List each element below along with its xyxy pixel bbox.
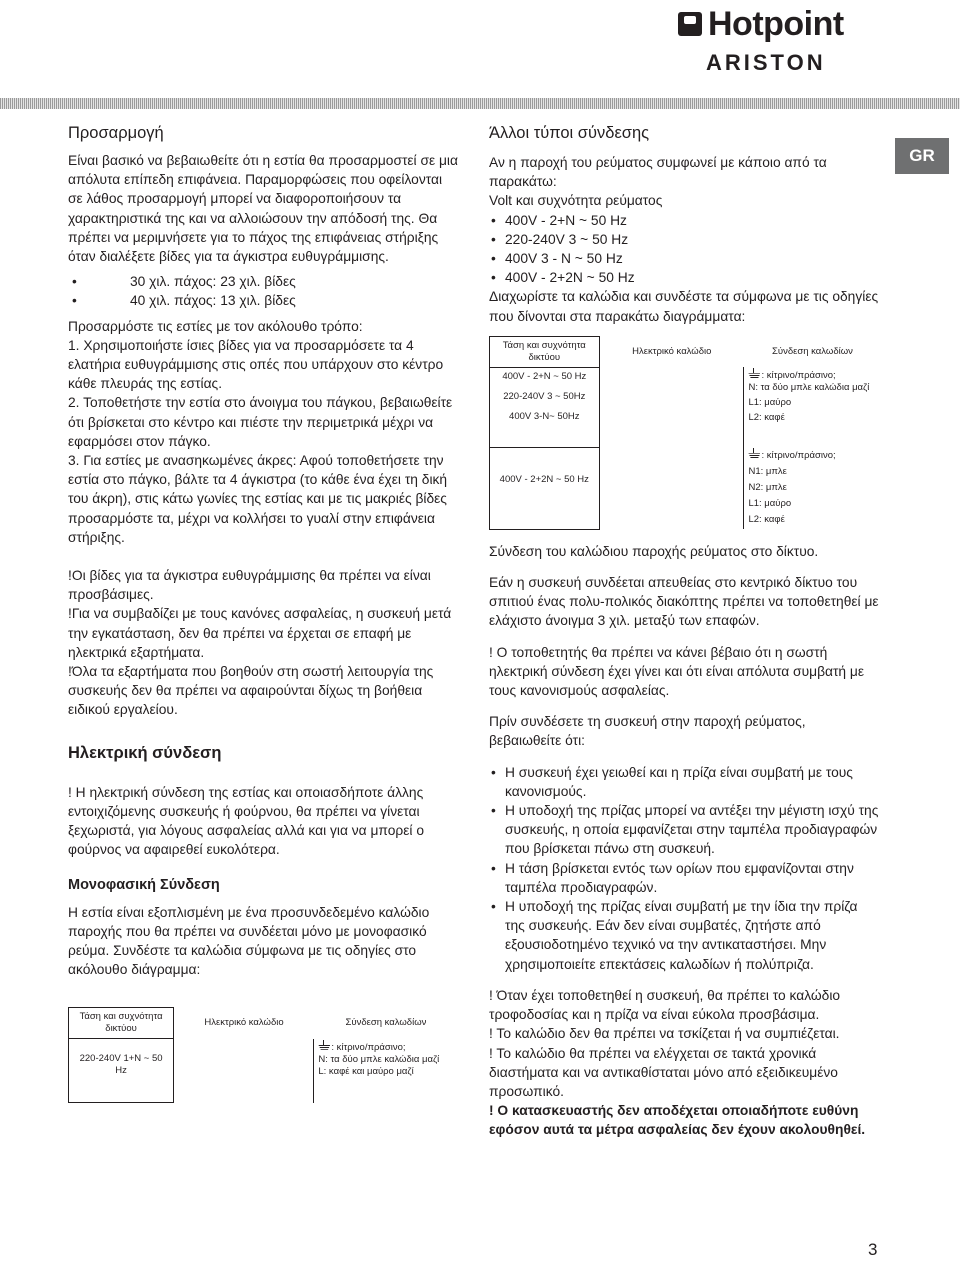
live-wire-label: L1: μαύρο [748,498,792,510]
live-wire-label: L: καφέ και μαύρο μαζί [318,1065,414,1077]
adjustment-intro: Είναι βασικό να βεβαιωθείτε ότι η εστία θα προσαρμοστεί σε μια απόλυτα επίπεδη επιφάνεια. Παραμορφώσεις που οφείλονται σε λάθος προσαρμογή μπορεί να διαφοροποιήσουν τα χαρακτηριστικά της και να αλλοιώσουν την απόδοσή της. Θα πρέπει να μεριμνήσετε για το πάχος της επιφάνειας στήριξης όταν διαλέξετε βίδες για τα άγκιστρα ευθυγράμμισης. [68,153,458,265]
section-title-adjustment: Προσαρμογή [68,124,164,142]
voltage-option: 400V - 2+N ~ 50 Hz [502,370,587,382]
live-wire-label: L2: καφέ [748,514,785,526]
section-title-electrical: Ηλεκτρική σύνδεση [68,743,222,762]
screw-list [68,272,458,310]
language-badge: GR [895,138,949,174]
installer-warning: ! Ο τοποθετητής θα πρέπει να κάνει βέβαιο ότι η σωστή ηλεκτρική σύνδεση έχει γίνει και ότι είναι απόλυτα συμβατή με τους κανονισμούς ασφαλείας. [489,644,865,699]
list-item: • 40 χιλ. πάχος: 13 χιλ. βίδες [68,291,458,310]
list-item: • 400V - 2+N ~ 50 Hz [489,211,881,230]
warning-bend: ! Το καλώδιο δεν θα πρέπει να τσκίζεται ή να συμπιέζεται. [489,1026,840,1042]
hotpoint-logo-icon [678,12,702,36]
ground-wire-label: : κίτρινο/πράσινο; [761,370,836,382]
right-column [489,124,881,1140]
adjustment-step-3: 3. Για εστίες με ανασηκωμένες άκρες: Αφού τοποθετήσετε την εστία στο πάγκο, βάλτε τα 4 άγκιστρα (το κάθε ένα έχει τη δική του άκρη), στις κάτω γωνίες της εστίας και με τις μακριές βίδες προσαρμόστε τα, μέχρι να κολλήσει το γυαλί στην επιφάνεια στήριξης. [68,453,448,545]
list-item: • Η τάση βρίσκεται εντός των ορίων που εμφανίζονται στην ταμπέλα προδιαγραφών. [489,859,881,897]
cable-diagram [599,367,744,447]
supply-cable-title: Σύνδεση του καλώδιου παροχής ρεύματος στο δίκτυο. [489,543,819,559]
voltage-heading: Volt και συχνότητα ρεύματος [489,193,663,209]
list-item: • 400V 3 - N ~ 50 Hz [489,249,881,268]
list-item: • Η υποδοχή της πρίζας είναι συμβατή με την ίδια την πρίζα της συσκευής. Εάν δεν είναι συμβατές, ζητήστε από εξουσιοδοτημένο τεχνικό να την αντικαταστήσει. Μην χρησιμοποιείτε επεκτάσεις καλωδίων ή πολύπριζα. [489,897,881,974]
single-phase-table [68,1007,458,1103]
multi-phase-table [489,336,881,530]
connection-cell [744,447,881,529]
voltage-option: 400V 3-N~ 50Hz [509,410,580,422]
warning-screws: !Οι βίδες για τα άγκιστρα ευθυγράμμισης θα πρέπει να είναι προσβάσιμες. [68,568,431,603]
adjustment-step-1: 1. Χρησιμοποιήστε ίσιες βίδες για να προσαρμόσετε τα 4 ελατήρια ευθυγράμμισης στις οπές που υπάρχουν στο κέντρο κάθε πλευράς της εστίας. [68,337,444,392]
ground-icon [318,1043,330,1052]
adjustment-method: Προσαρμόστε τις εστίες με τον ακόλουθο τρόπο: [68,318,363,334]
section-title-single-phase: Μονοφασική Σύνδεση [68,876,220,893]
brand-logo [678,4,868,76]
left-column [68,124,458,1103]
list-item: • Η συσκευή έχει γειωθεί και η πρίζα είναι συμβατή με τους κανονισμούς. [489,763,881,801]
ground-wire-label: : κίτρινο/πράσινο; [761,450,836,462]
brand-subname: ARISTON [706,50,826,75]
voltage-option: 220-240V 3 ~ 50Hz [503,390,586,402]
ground-wire-label: : κίτρινο/πράσινο; [331,1041,406,1053]
warning-tools: !Όλα τα εξαρτήματα που βοηθούν στη σωστή λειτουργία της συσκευής δεν θα πρέπει να αφαιρούνται δίχως τη βοήθεια ειδικού εργαλείου. [68,664,434,718]
neutral-wire-label: N: τα δύο μπλε καλώδια μαζί [748,382,870,394]
warning-accessible: ! Όταν έχει τοποθετηθεί η συσκευή, θα πρέπει το καλώδιο τροφοδοσίας και η πρίζα να είναι εύκολα προσβάσιμα. [489,987,841,1023]
warning-inspect: ! Το καλώδιο θα πρέπει να ελέγχεται σε τακτά χρονικά διαστήματα και να αντικαθίσταται μόνο από εξειδικευμένο προσωπικό. [489,1045,838,1099]
page-number: 3 [868,1240,878,1259]
adjustment-step-2: 2. Τοποθετήστε την εστία στο άνοιγμα του πάγκου, βεβαιωθείτε ότι βρίσκεται στο κέντρο και πιέστε την περιμετρικά μέχρι να εφαρμόσει στον πάγκο. [68,395,453,449]
live-wire-label: L1: μαύρο [748,397,792,409]
voltage-cell [490,367,600,447]
electrical-intro: ! Η ηλεκτρική σύνδεση της εστίας και οποιασδήποτε άλλης εντοιχιζόμενης συσκευής ή φούρνου, θα πρέπει να γίνεται ξεχωριστά, για λόγους ασφαλείας αλλά και για να μπορεί ο φούρνος να αφαιρεθεί ευκολότερα. [68,784,424,858]
col-header-connection: Σύνδεση καλωδίων [345,1017,427,1029]
section-title-other-connections: Άλλοι τύποι σύνδεσης [489,124,650,142]
multipole-switch-text: Εάν η συσκευή συνδέεται απευθείας στο κεντρικό δίκτυο του σπιτιού ένας πολυ-πολικός διακόπτης πρέπει να τοποθετηθεί με ελάχιστο άνοιγμα 3 χιλ. μεταξύ των επαφών. [489,575,879,629]
col-header-voltage: Τάση και συχνότητα δικτύου [490,336,600,367]
list-item: • Η υποδοχή της πρίζας μπορεί να αντέξει την μέγιστη ισχύ της συσκευής, η οποία εμφανίζεται στην ταμπέλα προδιαγραφών που βρίσκεται πάνω στη συσκευή. [489,801,881,859]
col-header-cable: Ηλεκτρικό καλώδιο [632,345,712,357]
cable-diagram [599,447,744,529]
voltage-cell: 400V - 2+2N ~ 50 Hz [490,447,600,529]
brand-name: Hotpoint [708,5,844,43]
separate-wires-text: Διαχωρίστε τα καλώδια και συνδέστε τα σύμφωνα με τις οδηγίες που δίνονται στα παρακάτω διαγράμματα: [489,289,879,324]
header-rule [0,98,960,109]
ground-icon [748,371,760,380]
list-item: • 220-240V 3 ~ 50 Hz [489,230,881,249]
neutral-wire-label: N2: μπλε [748,482,787,494]
single-phase-text: Η εστία είναι εξοπλισμένη με ένα προσυνδεδεμένο καλώδιο παροχής που θα πρέπει να συνδέεται μόνο με μονοφασικό ρεύμα. Συνδέστε τα καλώδια σύμφωνα με τις οδηγίες στο ακόλουθο διάγραμμα: [68,904,430,978]
list-item: • 30 χιλ. πάχος: 23 χιλ. βίδες [68,272,458,291]
list-item: • 400V - 2+2N ~ 50 Hz [489,268,881,287]
neutral-wire-label: N1: μπλε [748,466,787,478]
col-header-voltage: Τάση και συχνότητα δικτύου [69,1008,174,1039]
connection-cell [314,1039,458,1103]
voltage-list [489,211,881,288]
connection-cell [744,367,881,447]
warning-safety: !Για να συμβαδίζει με τους κανόνες ασφαλείας, η συσκευή μετά την εγκατάσταση, δεν θα πρέπει να έρχεται σε επαφή με ηλεκτρικά εξαρτήματα. [68,606,452,660]
before-connecting-text: Πρίν συνδέσετε τη συσκευή στην παροχή ρεύματος, βεβαιωθείτε ότι: [489,714,806,749]
live-wire-label: L2: καφέ [748,412,785,424]
checklist [489,763,881,974]
warning-liability: ! Ο κατασκευαστής δεν αποδέχεται οποιαδήποτε ευθύνη εφόσον αυτά τα μέτρα ασφαλείας δεν έχουν ακολουθηθεί. [489,1103,866,1138]
neutral-wire-label: N: τα δύο μπλε καλώδια μαζί [318,1053,440,1065]
col-header-connection: Σύνδεση καλωδίων [772,345,853,357]
ground-icon [748,451,760,460]
cable-diagram [174,1039,314,1103]
other-connections-intro: Αν η παροχή του ρεύματος συμφωνεί με κάποιο από τα παρακάτω: [489,155,827,190]
col-header-cable: Ηλεκτρικό καλώδιο [204,1017,284,1029]
voltage-cell: 220-240V 1+N ~ 50 Hz [69,1039,174,1103]
